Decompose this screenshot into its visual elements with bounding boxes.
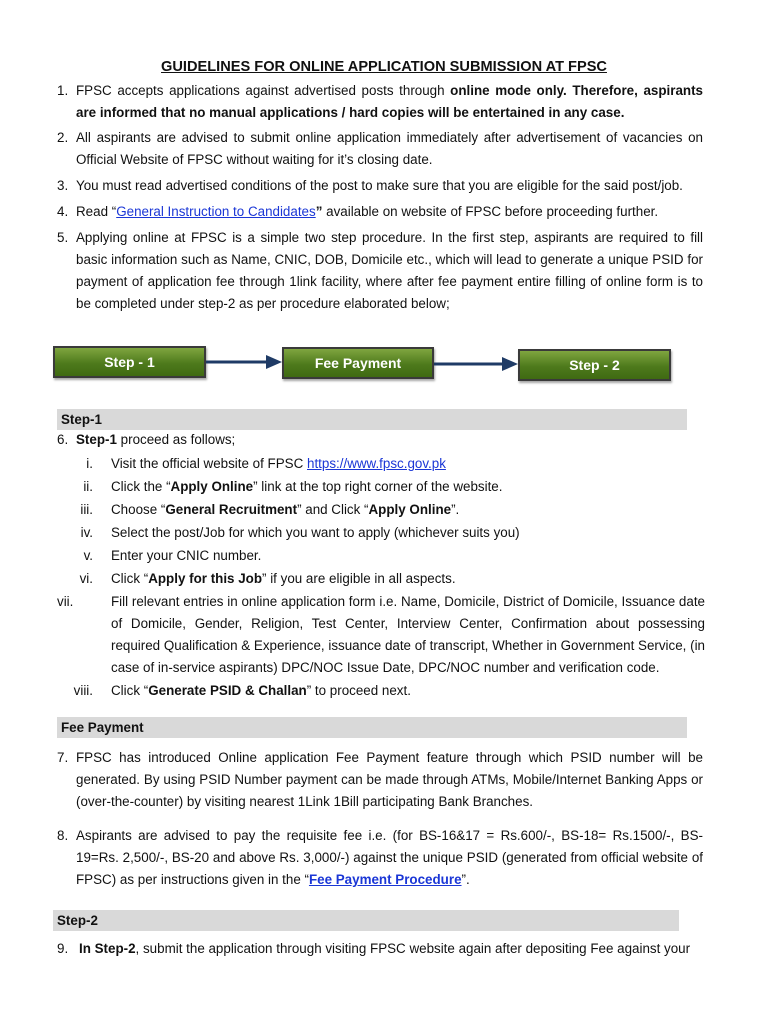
item-number: 5. bbox=[57, 230, 69, 245]
sub-item-number: iii. bbox=[80, 502, 93, 517]
page-title: GUIDELINES FOR ONLINE APPLICATION SUBMISSION AT FPSC bbox=[161, 59, 607, 75]
sub-item-viii: viii. Click “Generate PSID & Challan” to proceed next. bbox=[57, 680, 705, 702]
flow-step2-label: Step - 2 bbox=[569, 357, 620, 373]
sub-item-number: ii. bbox=[83, 479, 93, 494]
fpsc-website-link[interactable]: https://www.fpsc.gov.pk bbox=[307, 456, 446, 471]
sub-item-vii: vii. Fill relevant entries in online application form i.e. Name, Domicile, District of Domicile, Issuance date of Domicile, Gender, Religion, Test Center, Interview Center, Confirmation about possessing required Qualification & Experience, issuance date of transcript, Whether in Government Service, (in case of in-service aspirants) DPC/NOC Issue Date, DPC/NOC number and verification code. bbox=[57, 591, 705, 679]
fee-payment-procedure-link[interactable]: Fee Payment Procedure bbox=[308, 872, 462, 887]
sub-item-ii: ii. Click the “Apply Online” link at the top right corner of the website. bbox=[57, 476, 705, 498]
flow-step1-box bbox=[53, 346, 206, 378]
item-text: FPSC has introduced Online application Fee Payment feature through which PSID number will be generated. By using PSID Number payment can be made through ATMs, Mobile/Internet Banking Apps or (over-the-counter) by visiting nearest 1Link 1Bill participating Bank Branches. bbox=[76, 750, 703, 809]
list-item-6 bbox=[57, 429, 703, 451]
section-heading-step2: Step-2 bbox=[53, 910, 679, 931]
flow-step2-box bbox=[518, 349, 671, 381]
general-instruction-link[interactable]: General Instruction to Candidates bbox=[116, 204, 316, 219]
item-text: All aspirants are advised to submit online application immediately after advertisement of vacancies on Official Website of FPSC without waiting for it’s closing date. bbox=[76, 130, 703, 167]
step1-sub-list bbox=[57, 453, 705, 702]
item-text: Read “ bbox=[76, 204, 117, 219]
list-item-9 bbox=[57, 938, 707, 960]
sub-item-number: v. bbox=[83, 548, 93, 563]
item-number: 9. bbox=[57, 941, 69, 956]
section-heading-fee-payment: Fee Payment bbox=[57, 717, 687, 738]
flow-arrow-1 bbox=[206, 352, 284, 372]
item-text: ”. bbox=[461, 872, 470, 887]
item-text: Aspirants are advised to pay the requisite fee i.e. (for BS-16&17 = Rs.600/-, BS-18= Rs.1500/-, BS-19=Rs. 2,500/-, BS-20 and above Rs. 3,000/-) against the unique PSID (generated from official website of FPSC) as per instructions given in the “ bbox=[76, 828, 703, 887]
item-number: 4. bbox=[57, 204, 69, 219]
sub-item-iv: iv. Select the post/Job for which you want to apply (whichever suits you) bbox=[57, 522, 705, 544]
sub-item-number: vi. bbox=[79, 571, 93, 586]
list-item-8 bbox=[57, 825, 703, 891]
intro-list bbox=[57, 80, 703, 315]
item-text: FPSC accepts applications against advertised posts through bbox=[76, 83, 451, 98]
sub-item-iii: iii. Choose “General Recruitment” and Click “Apply Online”. bbox=[57, 499, 705, 521]
sub-item-v: v. Enter your CNIC number. bbox=[57, 545, 705, 567]
item-text: proceed as follows; bbox=[116, 432, 236, 447]
item-number: 3. bbox=[57, 178, 69, 193]
item-bold-text: Step-1 bbox=[76, 432, 117, 447]
flow-fee-label: Fee Payment bbox=[314, 355, 402, 371]
item-text: available on website of FPSC before proceeding further. bbox=[322, 204, 659, 219]
flow-fee-payment-box bbox=[282, 347, 434, 379]
sub-item-number: vii. bbox=[57, 594, 74, 609]
item-number: 1. bbox=[57, 83, 69, 98]
list-item-3 bbox=[57, 175, 703, 197]
flow-step1-label: Step - 1 bbox=[104, 354, 155, 370]
sub-item-number: i. bbox=[86, 456, 93, 471]
sub-item-text: Visit the official website of FPSC bbox=[111, 456, 307, 471]
list-item-2 bbox=[57, 127, 703, 171]
item-bold-text: In Step-2 bbox=[79, 941, 136, 956]
item-number: 7. bbox=[57, 750, 69, 765]
list-item-7 bbox=[57, 747, 703, 813]
item-bold-text: online mode only. Therefore, aspirants are informed that no manual applications / hard copies will be entertained in any case. bbox=[76, 83, 703, 120]
section-heading-step1: Step-1 bbox=[57, 409, 687, 430]
item-text: Applying online at FPSC is a simple two step procedure. In the first step, aspirants are required to fill basic information such as Name, CNIC, DOB, Domicile etc., which will lead to generate a unique PSID for payment of application fee through 1link facility, where after fee payment entire filling of online form is to be completed under step-2 as per procedure elaborated below; bbox=[76, 230, 703, 311]
sub-item-number: viii. bbox=[73, 683, 93, 698]
sub-item-number: iv. bbox=[80, 525, 93, 540]
item-number: 6. bbox=[57, 432, 69, 447]
sub-item-vi: vi. Click “Apply for this Job” if you are eligible in all aspects. bbox=[57, 568, 705, 590]
list-item-1 bbox=[57, 80, 703, 124]
item-text: , submit the application through visiting FPSC website again after depositing Fee against your bbox=[135, 941, 691, 956]
item-number: 8. bbox=[57, 828, 69, 843]
flow-arrow-2 bbox=[434, 354, 520, 374]
item-text: You must read advertised conditions of the post to make sure that you are eligible for the said post/job. bbox=[76, 178, 683, 193]
item-bold-text: ” bbox=[315, 204, 323, 219]
sub-item-i bbox=[57, 453, 705, 475]
item-number: 2. bbox=[57, 130, 69, 145]
list-item-5 bbox=[57, 227, 703, 315]
list-item-4 bbox=[57, 201, 703, 223]
